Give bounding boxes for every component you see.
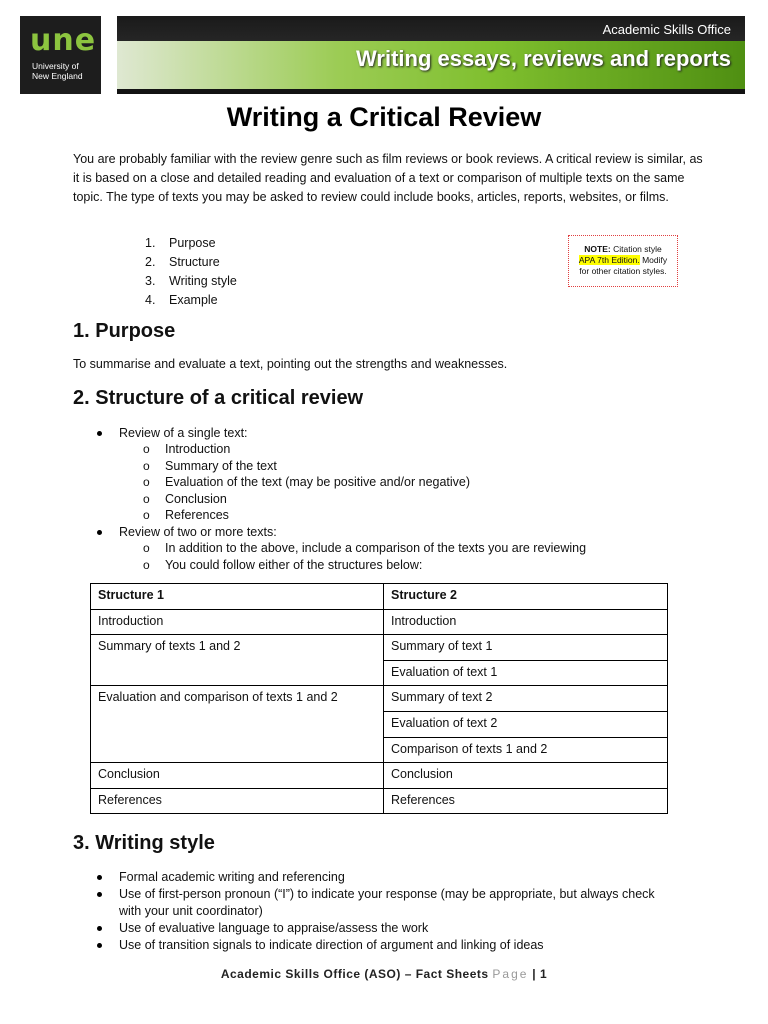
table-header-cell: Structure 2	[384, 584, 668, 610]
note-text-2: Modify	[642, 255, 668, 265]
footer-page-number: | 1	[532, 967, 548, 981]
logo-line-2: New England	[32, 71, 83, 81]
series-title: Writing essays, reviews and reports	[356, 46, 731, 71]
list-item: o In addition to the above, include a comparison of the texts you are reviewing	[165, 540, 586, 557]
note-text-3: for other citation styles.	[579, 266, 667, 276]
table-cell: Summary of text 1	[384, 635, 668, 661]
toc-label: Purpose	[169, 236, 216, 250]
table-cell: Summary of texts 1 and 2	[91, 635, 384, 686]
logo-line-1: University of	[32, 61, 79, 71]
table-row	[91, 763, 668, 789]
list-item: with your unit coordinator)	[119, 904, 263, 918]
section-heading-writing-style: 3. Writing style	[73, 832, 215, 854]
toc-label: Example	[169, 293, 218, 307]
table-cell: Evaluation of text 1	[384, 660, 668, 686]
table-cell: Summary of text 2	[384, 686, 668, 712]
toc-num: 1.	[145, 236, 156, 250]
section-heading-structure: 2. Structure of a critical review	[73, 387, 364, 409]
table-of-contents	[145, 234, 237, 310]
list-item: o You could follow either of the structures below:	[165, 557, 422, 574]
logo-mark: une	[30, 23, 97, 58]
intro-paragraph: You are probably familiar with the review genre such as film reviews or book reviews. A critical review is similar, as it is based on a close and detailed reading and evaluation of a text or comparison of multiple texts on the same topic. The type of texts you may be asked to review could include books, articles, reports, websites, or films.	[73, 152, 703, 204]
table-row	[91, 635, 668, 661]
structure-table	[90, 583, 668, 814]
footer-page-word: Page	[492, 967, 529, 981]
table-header-cell: Structure 1	[91, 584, 384, 610]
office-name: Academic Skills Office	[602, 22, 731, 37]
table-row	[91, 584, 668, 610]
table-cell: References	[384, 788, 668, 814]
table-cell: Comparison of texts 1 and 2	[384, 737, 668, 763]
section-heading-purpose: 1. Purpose	[73, 320, 176, 342]
note-text-1: Citation style	[613, 244, 662, 254]
citation-note	[568, 235, 678, 287]
table-cell: Conclusion	[91, 763, 384, 789]
toc-num: 3.	[145, 274, 156, 288]
list-item: Review of a single text:	[119, 426, 248, 440]
table-row	[91, 788, 668, 814]
list-item: o Evaluation of the text (may be positive and/or negative)	[165, 474, 470, 491]
list-item: Formal academic writing and referencing	[119, 870, 345, 884]
table-row	[91, 609, 668, 635]
list-item: Use of evaluative language to appraise/assess the work	[119, 921, 429, 935]
list-item: o Introduction	[165, 441, 230, 458]
list-item: o References	[165, 507, 229, 524]
logo-university-name	[32, 61, 83, 81]
footer-text: Academic Skills Office (ASO) – Fact Sheets	[220, 967, 489, 981]
purpose-text: To summarise and evaluate a text, pointing out the strengths and weaknesses.	[73, 357, 508, 371]
toc-label: Structure	[169, 255, 220, 269]
table-cell: Introduction	[384, 609, 668, 635]
page-title: Writing a Critical Review	[226, 102, 542, 132]
note-highlight: APA 7th Edition.	[578, 255, 640, 265]
toc-item	[145, 291, 237, 310]
list-item: Review of two or more texts:	[119, 525, 277, 539]
list-item: o Summary of the text	[165, 458, 277, 475]
list-item: Use of first-person pronoun (“I”) to indicate your response (may be appropriate, but always check	[119, 887, 655, 901]
toc-num: 2.	[145, 255, 156, 269]
toc-item	[145, 253, 237, 272]
list-item: Use of transition signals to indicate direction of argument and linking of ideas	[119, 938, 544, 952]
table-cell: Introduction	[91, 609, 384, 635]
table-cell: Evaluation and comparison of texts 1 and 2	[91, 686, 384, 763]
une-logo	[20, 16, 101, 94]
table-cell: Evaluation of text 2	[384, 711, 668, 737]
table-cell: References	[91, 788, 384, 814]
toc-item	[145, 272, 237, 291]
list-item: o Conclusion	[165, 491, 227, 508]
table-cell: Conclusion	[384, 763, 668, 789]
toc-label: Writing style	[169, 274, 237, 288]
header-banner	[117, 16, 745, 94]
note-label: NOTE:	[584, 244, 611, 254]
toc-num: 4.	[145, 293, 156, 307]
toc-item	[145, 234, 237, 253]
table-row	[91, 686, 668, 712]
page-footer	[0, 967, 768, 981]
